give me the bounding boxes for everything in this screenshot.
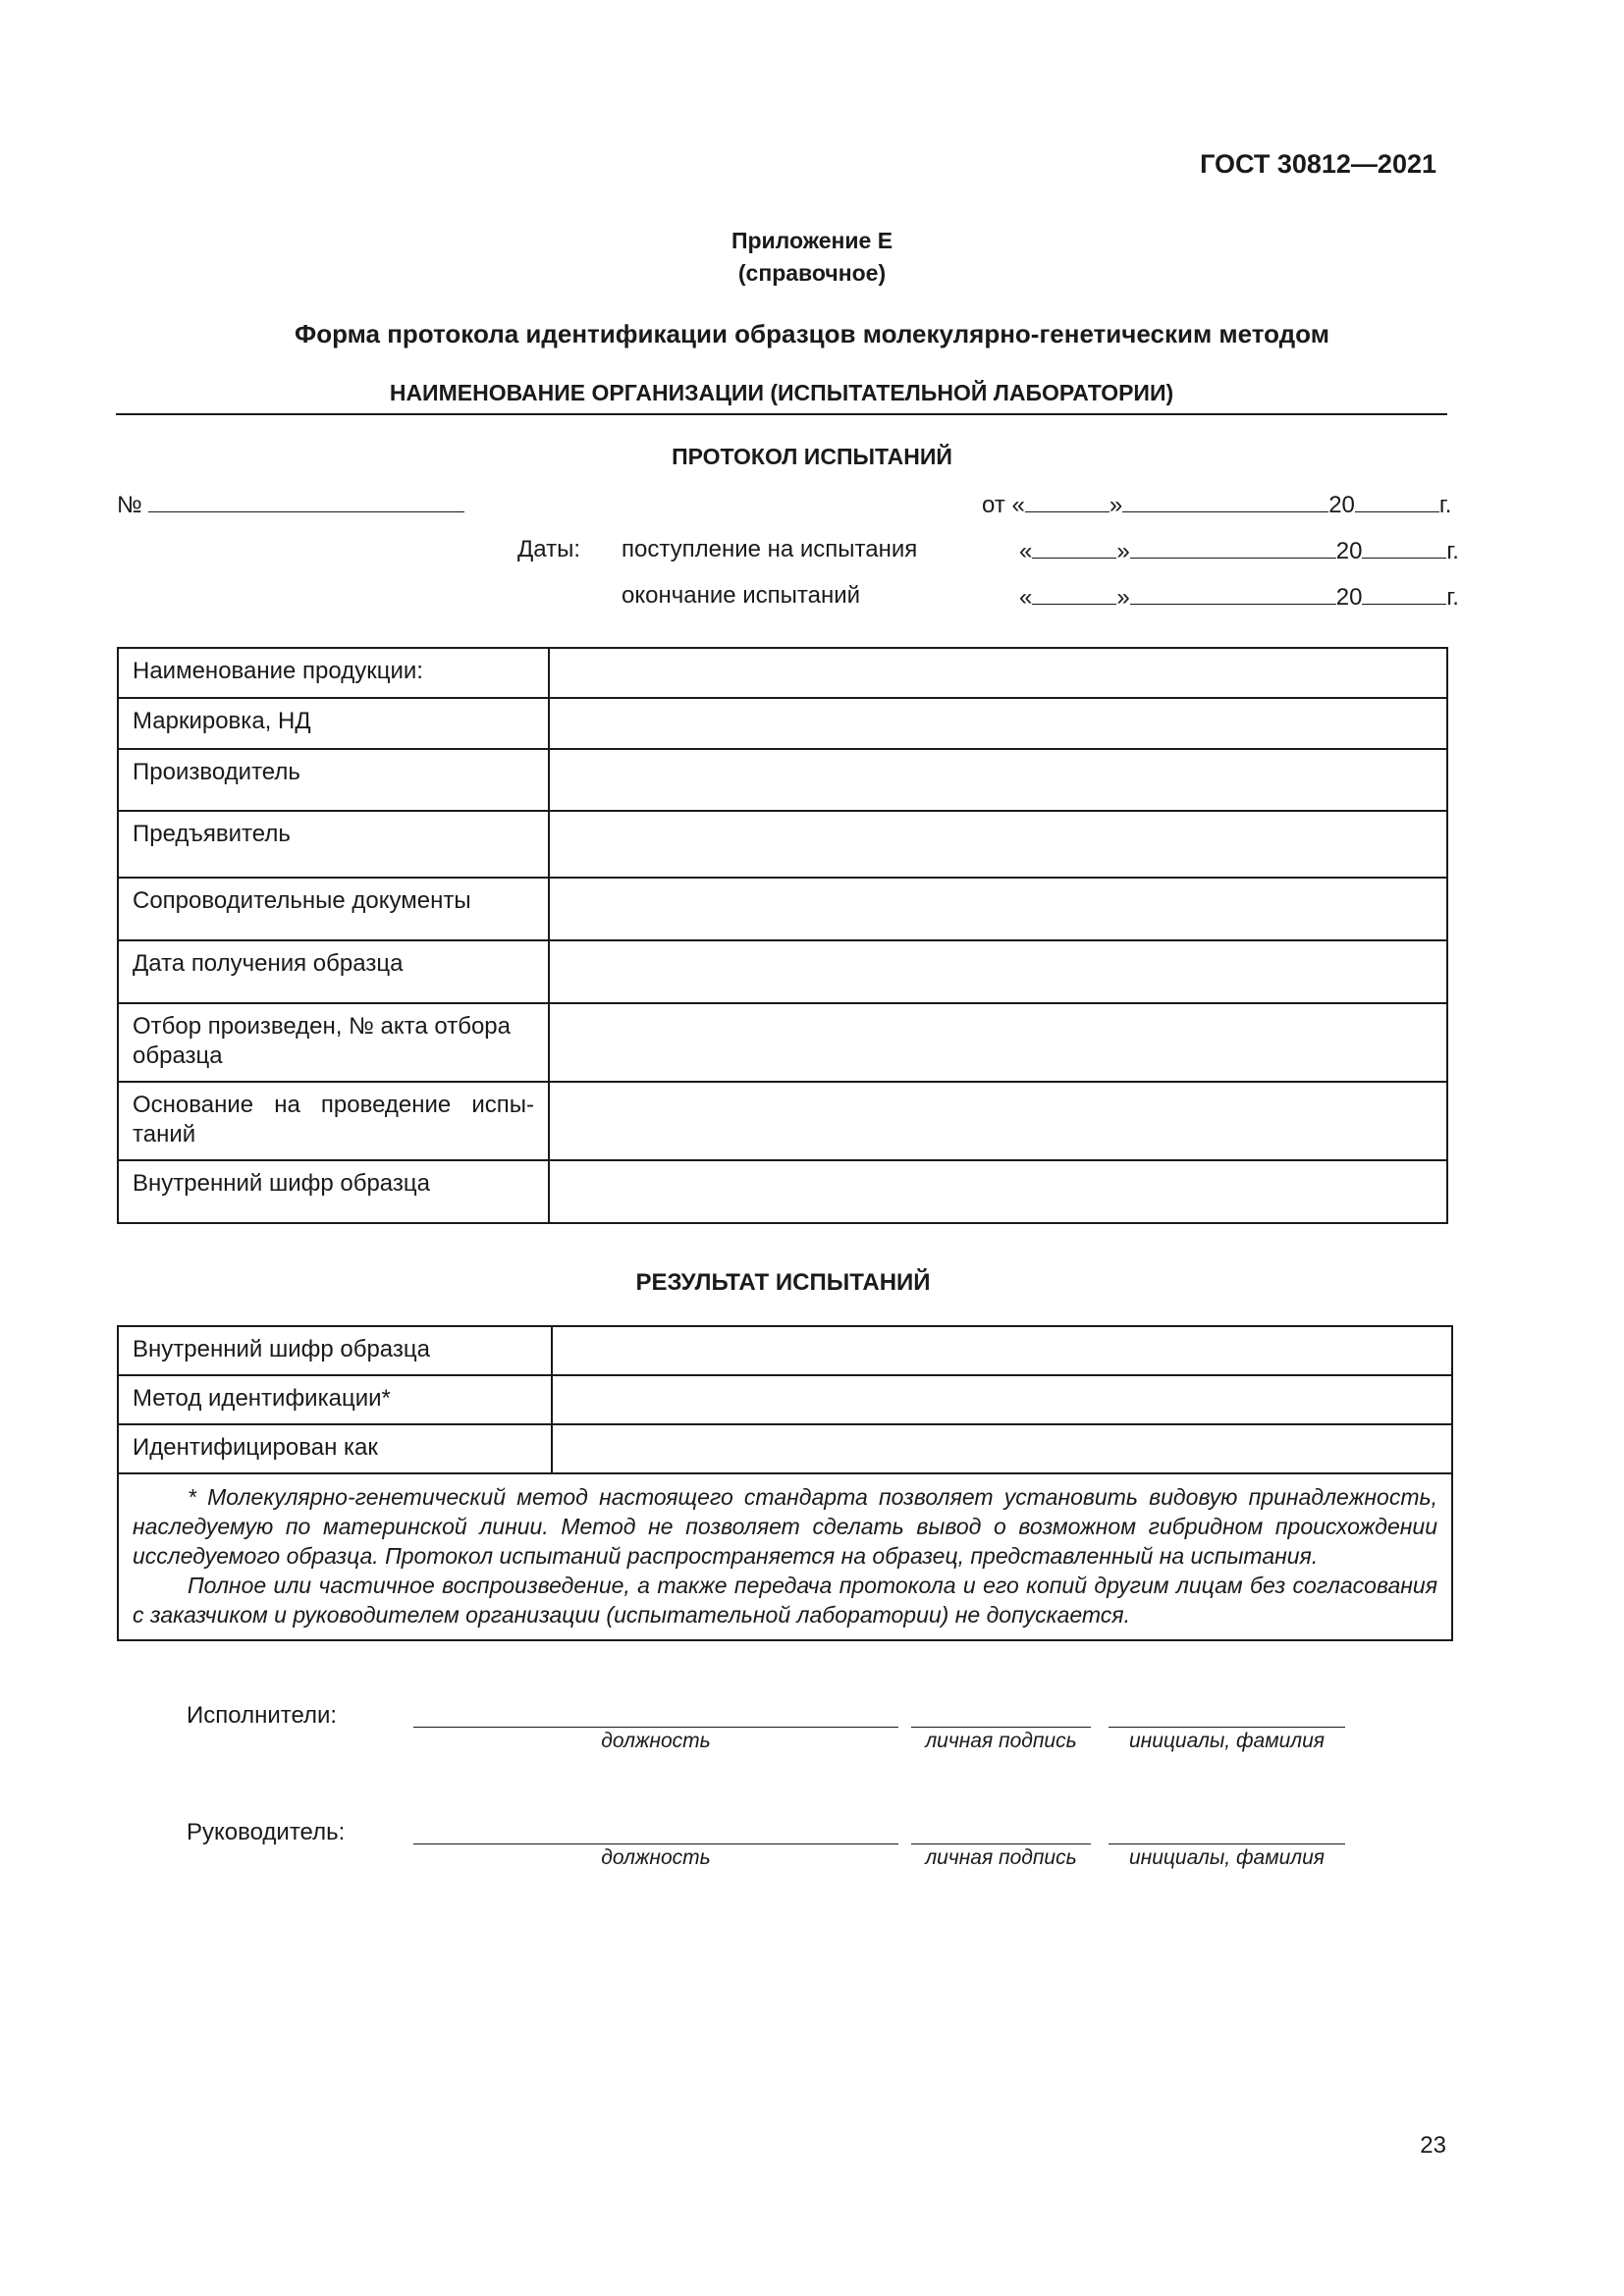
quote-open: « [1019,538,1033,564]
year-suffix: г. [1446,584,1459,611]
appendix-title: Приложение Е [731,228,893,253]
value-cell[interactable] [549,811,1447,878]
name-caption: инициалы, фамилия [1128,1730,1326,1752]
value-cell[interactable] [549,1160,1447,1223]
quote-close: » [1109,492,1123,518]
table-row [118,1473,1452,1640]
year-suffix: г. [1446,538,1459,564]
number-sign: № [117,492,142,518]
quote-open: « [1011,492,1025,518]
row-label: Основание на проведение испы-таний [118,1082,549,1160]
quote-close: » [1116,538,1130,564]
end-label: окончание испытаний [622,582,861,609]
year-prefix: 20 [1335,538,1363,564]
row-label: Наименование продукции: [118,648,549,698]
value-cell[interactable] [549,749,1447,811]
protocol-title: ПРОТОКОЛ ИСПЫТАНИЙ [672,444,952,469]
value-cell[interactable] [552,1326,1452,1375]
receipt-year-field[interactable] [1362,536,1446,559]
table-row [118,1082,1447,1160]
value-cell[interactable] [549,878,1447,940]
organization-name: НАИМЕНОВАНИЕ ОРГАНИЗАЦИИ (ИСПЫТАТЕЛЬНОЙ ЛАБОРАТОРИИ) [389,380,1174,405]
year-suffix: г. [1438,492,1452,518]
row-label: Отбор произведен, № акта отбора образца [118,1003,549,1082]
row-label: Дата получения образца [118,940,549,1003]
end-month-field[interactable] [1130,582,1336,605]
table-row [118,698,1447,749]
row-label: Метод идентификации* [118,1375,552,1424]
sample-info-table [117,647,1448,1224]
name-caption: инициалы, фамилия [1128,1846,1326,1869]
date-from-label: от [982,492,1005,518]
year-prefix: 20 [1335,584,1363,611]
footnote-text: * Молекулярно-генетический метод настоящего стандарта позволяет установить видовую принадлежность, наследуемую по материнской линии. Метод не позволяет сделать вывод о возможном гибридном происхождении исследуемого образца. Протокол испытаний распространяется на образец, представленный на испытания. [133,1484,1437,1569]
value-cell[interactable] [552,1375,1452,1424]
date-month-field[interactable] [1122,490,1328,512]
head-signature-line[interactable] [911,1843,1091,1844]
value-cell[interactable] [552,1424,1452,1473]
table-row [118,811,1447,878]
row-label: Сопроводительные документы [118,878,549,940]
end-year-field[interactable] [1362,582,1446,605]
table-row [118,1003,1447,1082]
results-table [117,1325,1453,1641]
table-row [118,1375,1452,1424]
table-row [118,940,1447,1003]
head-position-line[interactable] [413,1843,898,1844]
performers-signature-line[interactable] [911,1727,1091,1728]
performers-position-line[interactable] [413,1727,898,1728]
reproduction-notice: Полное или частичное воспроизведение, а также передача протокола и его копий другим лицам без согласования с заказчиком и руководителем организации (испытательной лаборатории) не допускается. [133,1573,1437,1628]
quote-close: » [1116,584,1130,611]
form-title: Форма протокола идентификации образцов молекулярно-генетическим методом [295,319,1329,348]
results-title: РЕЗУЛЬТАТ ИСПЫТАНИЙ [635,1269,931,1296]
protocol-number-field[interactable] [148,490,464,512]
row-label: Предъявитель [118,811,549,878]
signature-caption: личная подпись [925,1730,1077,1752]
receipt-day-field[interactable] [1032,536,1116,559]
performers-name-line[interactable] [1109,1727,1345,1728]
receipt-date-row [1019,536,1459,565]
receipt-month-field[interactable] [1130,536,1336,559]
table-row [118,878,1447,940]
results-footnote [118,1473,1452,1640]
end-date-row [1019,582,1459,612]
signature-caption: личная подпись [925,1846,1077,1869]
standard-number: ГОСТ 30812—2021 [1200,149,1436,179]
head-label: Руководитель: [187,1819,346,1845]
protocol-date-row [982,490,1451,519]
table-row [118,648,1447,698]
date-day-field[interactable] [1025,490,1110,512]
value-cell[interactable] [549,1003,1447,1082]
position-caption: должность [601,1846,711,1869]
row-label: Идентифицирован как [118,1424,552,1473]
end-day-field[interactable] [1032,582,1116,605]
table-row [118,1424,1452,1473]
value-cell[interactable] [549,648,1447,698]
table-row [118,1160,1447,1223]
table-row [118,1326,1452,1375]
protocol-number-row [117,490,464,519]
row-label: Внутренний шифр образца [118,1160,549,1223]
row-label: Производитель [118,749,549,811]
row-label: Маркировка, НД [118,698,549,749]
quote-open: « [1019,584,1033,611]
row-label: Внутренний шифр образца [118,1326,552,1375]
value-cell[interactable] [549,1082,1447,1160]
date-year-field[interactable] [1355,490,1439,512]
page-number: 23 [1420,2132,1446,2159]
appendix-subtitle: (справочное) [737,260,887,286]
organization-underline [116,413,1447,415]
value-cell[interactable] [549,940,1447,1003]
head-name-line[interactable] [1109,1843,1345,1844]
position-caption: должность [601,1730,711,1752]
value-cell[interactable] [549,698,1447,749]
performers-label: Исполнители: [187,1702,338,1729]
receipt-label: поступление на испытания [622,536,918,562]
year-prefix: 20 [1328,492,1355,518]
table-row [118,749,1447,811]
dates-label: Даты: [517,536,580,562]
